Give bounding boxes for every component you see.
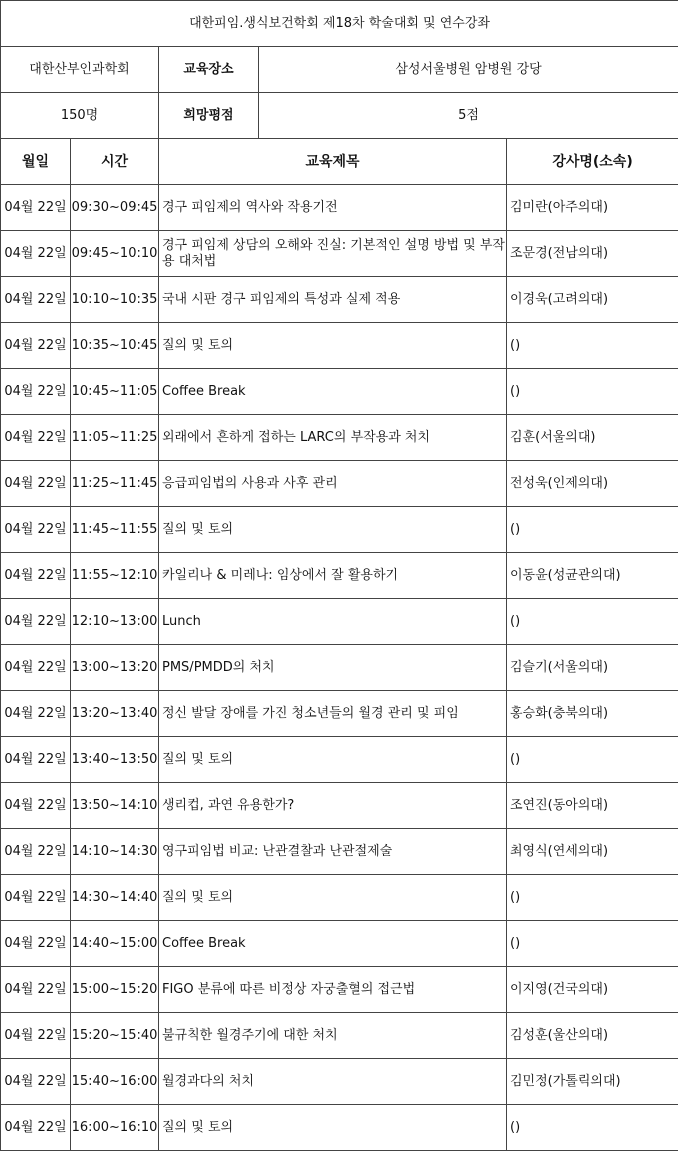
session-topic: 질의 및 토의 bbox=[159, 507, 507, 553]
session-topic: 질의 및 토의 bbox=[159, 875, 507, 921]
table-row bbox=[1, 691, 678, 737]
session-topic: 국내 시판 경구 피임제의 특성과 실제 적용 bbox=[159, 277, 507, 323]
points-label: 희망평점 bbox=[159, 93, 259, 139]
session-date: 04월 22일 bbox=[1, 967, 71, 1013]
session-time: 14:30~14:40 bbox=[71, 875, 159, 921]
table-row bbox=[1, 1105, 678, 1151]
table-row bbox=[1, 783, 678, 829]
venue-row bbox=[1, 47, 678, 93]
session-speaker: () bbox=[507, 507, 678, 553]
session-speaker: 김훈(서울의대) bbox=[507, 415, 678, 461]
table-row bbox=[1, 921, 678, 967]
table-row bbox=[1, 599, 678, 645]
session-date: 04월 22일 bbox=[1, 415, 71, 461]
session-date: 04월 22일 bbox=[1, 921, 71, 967]
session-speaker: 김민정(가톨릭의대) bbox=[507, 1059, 678, 1105]
table-row bbox=[1, 1013, 678, 1059]
session-date: 04월 22일 bbox=[1, 645, 71, 691]
session-date: 04월 22일 bbox=[1, 461, 71, 507]
session-speaker: () bbox=[507, 1105, 678, 1151]
table-row bbox=[1, 415, 678, 461]
table-row bbox=[1, 737, 678, 783]
session-speaker: 김슬기(서울의대) bbox=[507, 645, 678, 691]
session-time: 11:55~12:10 bbox=[71, 553, 159, 599]
organization: 대한산부인과학회 bbox=[1, 47, 159, 93]
session-date: 04월 22일 bbox=[1, 691, 71, 737]
session-date: 04월 22일 bbox=[1, 829, 71, 875]
table-row bbox=[1, 967, 678, 1013]
session-time: 11:45~11:55 bbox=[71, 507, 159, 553]
session-speaker: () bbox=[507, 737, 678, 783]
session-time: 13:20~13:40 bbox=[71, 691, 159, 737]
session-speaker: 김성훈(울산의대) bbox=[507, 1013, 678, 1059]
column-header-topic: 교육제목 bbox=[159, 139, 507, 185]
table-row bbox=[1, 461, 678, 507]
session-date: 04월 22일 bbox=[1, 277, 71, 323]
session-speaker: 이지영(건국의대) bbox=[507, 967, 678, 1013]
session-speaker: 이경욱(고려의대) bbox=[507, 277, 678, 323]
session-date: 04월 22일 bbox=[1, 875, 71, 921]
session-topic: FIGO 분류에 따른 비정상 자궁출혈의 접근법 bbox=[159, 967, 507, 1013]
session-date: 04월 22일 bbox=[1, 185, 71, 231]
session-time: 10:10~10:35 bbox=[71, 277, 159, 323]
session-topic: 질의 및 토의 bbox=[159, 323, 507, 369]
session-date: 04월 22일 bbox=[1, 599, 71, 645]
table-row bbox=[1, 323, 678, 369]
session-speaker: () bbox=[507, 369, 678, 415]
table-row bbox=[1, 369, 678, 415]
capacity: 150명 bbox=[1, 93, 159, 139]
session-time: 10:45~11:05 bbox=[71, 369, 159, 415]
session-topic: 질의 및 토의 bbox=[159, 1105, 507, 1151]
session-time: 15:40~16:00 bbox=[71, 1059, 159, 1105]
title-row bbox=[1, 1, 678, 47]
column-header-row bbox=[1, 139, 678, 185]
table-row bbox=[1, 277, 678, 323]
session-topic: 질의 및 토의 bbox=[159, 737, 507, 783]
points: 5점 bbox=[259, 93, 678, 139]
table-row bbox=[1, 645, 678, 691]
session-speaker: 홍승화(충북의대) bbox=[507, 691, 678, 737]
session-speaker: 조문경(전남의대) bbox=[507, 231, 678, 277]
table-row bbox=[1, 1059, 678, 1105]
session-time: 09:45~10:10 bbox=[71, 231, 159, 277]
session-topic: 영구피임법 비교: 난관결찰과 난관절제술 bbox=[159, 829, 507, 875]
session-speaker: () bbox=[507, 599, 678, 645]
session-time: 14:10~14:30 bbox=[71, 829, 159, 875]
table-row bbox=[1, 231, 678, 277]
session-topic: 월경과다의 처치 bbox=[159, 1059, 507, 1105]
session-topic: Coffee Break bbox=[159, 921, 507, 967]
points-row bbox=[1, 93, 678, 139]
session-topic: 응급피임법의 사용과 사후 관리 bbox=[159, 461, 507, 507]
session-speaker: 전성욱(인제의대) bbox=[507, 461, 678, 507]
session-time: 09:30~09:45 bbox=[71, 185, 159, 231]
table-row bbox=[1, 507, 678, 553]
session-speaker: 최영식(연세의대) bbox=[507, 829, 678, 875]
table-row bbox=[1, 875, 678, 921]
session-topic: 경구 피임제의 역사와 작용기전 bbox=[159, 185, 507, 231]
session-time: 16:00~16:10 bbox=[71, 1105, 159, 1151]
course-title: 대한피임.생식보건학회 제18차 학술대회 및 연수강좌 bbox=[1, 1, 678, 47]
venue: 삼성서울병원 암병원 강당 bbox=[259, 47, 678, 93]
session-date: 04월 22일 bbox=[1, 231, 71, 277]
session-topic: 카일리나 & 미레나: 임상에서 잘 활용하기 bbox=[159, 553, 507, 599]
session-speaker: () bbox=[507, 921, 678, 967]
table-row bbox=[1, 829, 678, 875]
session-time: 13:40~13:50 bbox=[71, 737, 159, 783]
session-time: 11:05~11:25 bbox=[71, 415, 159, 461]
session-speaker: () bbox=[507, 875, 678, 921]
session-date: 04월 22일 bbox=[1, 369, 71, 415]
session-topic: Lunch bbox=[159, 599, 507, 645]
session-time: 11:25~11:45 bbox=[71, 461, 159, 507]
session-topic: PMS/PMDD의 처치 bbox=[159, 645, 507, 691]
session-time: 14:40~15:00 bbox=[71, 921, 159, 967]
session-speaker: () bbox=[507, 323, 678, 369]
venue-label: 교육장소 bbox=[159, 47, 259, 93]
column-header-speaker: 강사명(소속) bbox=[507, 139, 678, 185]
session-speaker: 조연진(동아의대) bbox=[507, 783, 678, 829]
session-topic: 생리컵, 과연 유용한가? bbox=[159, 783, 507, 829]
session-time: 15:00~15:20 bbox=[71, 967, 159, 1013]
session-topic: Coffee Break bbox=[159, 369, 507, 415]
session-topic: 외래에서 흔하게 접하는 LARC의 부작용과 처치 bbox=[159, 415, 507, 461]
session-date: 04월 22일 bbox=[1, 323, 71, 369]
session-date: 04월 22일 bbox=[1, 1013, 71, 1059]
session-date: 04월 22일 bbox=[1, 507, 71, 553]
session-speaker: 김미란(아주의대) bbox=[507, 185, 678, 231]
session-topic: 불규칙한 월경주기에 대한 처치 bbox=[159, 1013, 507, 1059]
column-header-time: 시간 bbox=[71, 139, 159, 185]
session-time: 15:20~15:40 bbox=[71, 1013, 159, 1059]
session-speaker: 이동윤(성균관의대) bbox=[507, 553, 678, 599]
session-topic: 경구 피임제 상담의 오해와 진실: 기본적인 설명 방법 및 부작용 대처법 bbox=[159, 231, 507, 277]
session-date: 04월 22일 bbox=[1, 1105, 71, 1151]
table-row bbox=[1, 185, 678, 231]
session-date: 04월 22일 bbox=[1, 737, 71, 783]
session-time: 12:10~13:00 bbox=[71, 599, 159, 645]
table-row bbox=[1, 553, 678, 599]
column-header-date: 월일 bbox=[1, 139, 71, 185]
session-time: 10:35~10:45 bbox=[71, 323, 159, 369]
session-topic: 정신 발달 장애를 가진 청소년들의 월경 관리 및 피임 bbox=[159, 691, 507, 737]
session-date: 04월 22일 bbox=[1, 783, 71, 829]
session-time: 13:50~14:10 bbox=[71, 783, 159, 829]
session-date: 04월 22일 bbox=[1, 553, 71, 599]
session-date: 04월 22일 bbox=[1, 1059, 71, 1105]
session-time: 13:00~13:20 bbox=[71, 645, 159, 691]
